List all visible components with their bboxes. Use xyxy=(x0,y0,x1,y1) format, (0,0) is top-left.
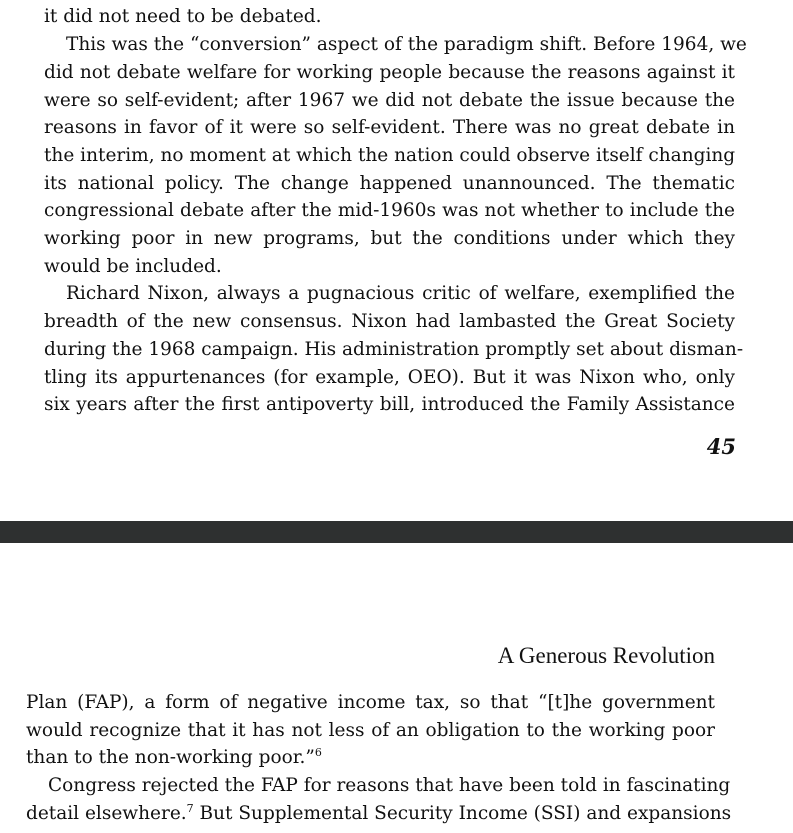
text-fragment: But Supplemental Security Income (SSI) and expansions xyxy=(193,803,732,824)
text-line: tling its appurtenances (for example, OEO). But it was Nixon who, only xyxy=(44,367,735,388)
footnote-ref: 6 xyxy=(314,745,322,759)
text-line: during the 1968 campaign. His administration promptly set about disman- xyxy=(44,339,744,360)
paragraph-first-line: This was the “conversion” aspect of the paradigm shift. Before 1964, we xyxy=(66,34,747,55)
text-line: Plan (FAP), a form of negative income tax, so that “[t]he government xyxy=(26,692,715,713)
text-line xyxy=(26,746,715,770)
text-line: six years after the first antipoverty bill, introduced the Family Assistance xyxy=(44,394,735,415)
paragraph-first-line: Richard Nixon, always a pugnacious critic of welfare, exemplified the xyxy=(66,283,735,304)
text-line: breadth of the new consensus. Nixon had lambasted the Great Society xyxy=(44,311,735,332)
text-line: reasons in favor of it were so self-evident. There was no great debate in xyxy=(44,117,735,138)
text-line: it did not need to be debated. xyxy=(44,6,322,27)
page-divider xyxy=(0,521,793,543)
text-line: its national policy. The change happened unannounced. The thematic xyxy=(44,173,735,194)
paragraph-first-line: Congress rejected the FAP for reasons that have been told in fascinating xyxy=(48,775,731,796)
text-line: would be included. xyxy=(44,256,222,277)
text-line: were so self-evident; after 1967 we did not debate the issue because the xyxy=(44,90,735,111)
text-line: working poor in new programs, but the conditions under which they xyxy=(44,228,735,249)
text-fragment: detail elsewhere. xyxy=(26,803,187,824)
page-number: 45 xyxy=(706,434,736,459)
text-line: the interim, no moment at which the nation could observe itself changing xyxy=(44,145,736,166)
text-line xyxy=(26,801,732,826)
text-line: would recognize that it has not less of an obligation to the working poor xyxy=(26,720,715,741)
text-line: did not debate welfare for working people because the reasons against it xyxy=(44,62,735,83)
running-head: A Generous Revolution xyxy=(497,643,715,668)
text-fragment: than to the non-working poor.” xyxy=(26,747,315,768)
text-line: congressional debate after the mid-1960s was not whether to include the xyxy=(44,200,735,221)
footnote-ref: 7 xyxy=(186,801,194,815)
